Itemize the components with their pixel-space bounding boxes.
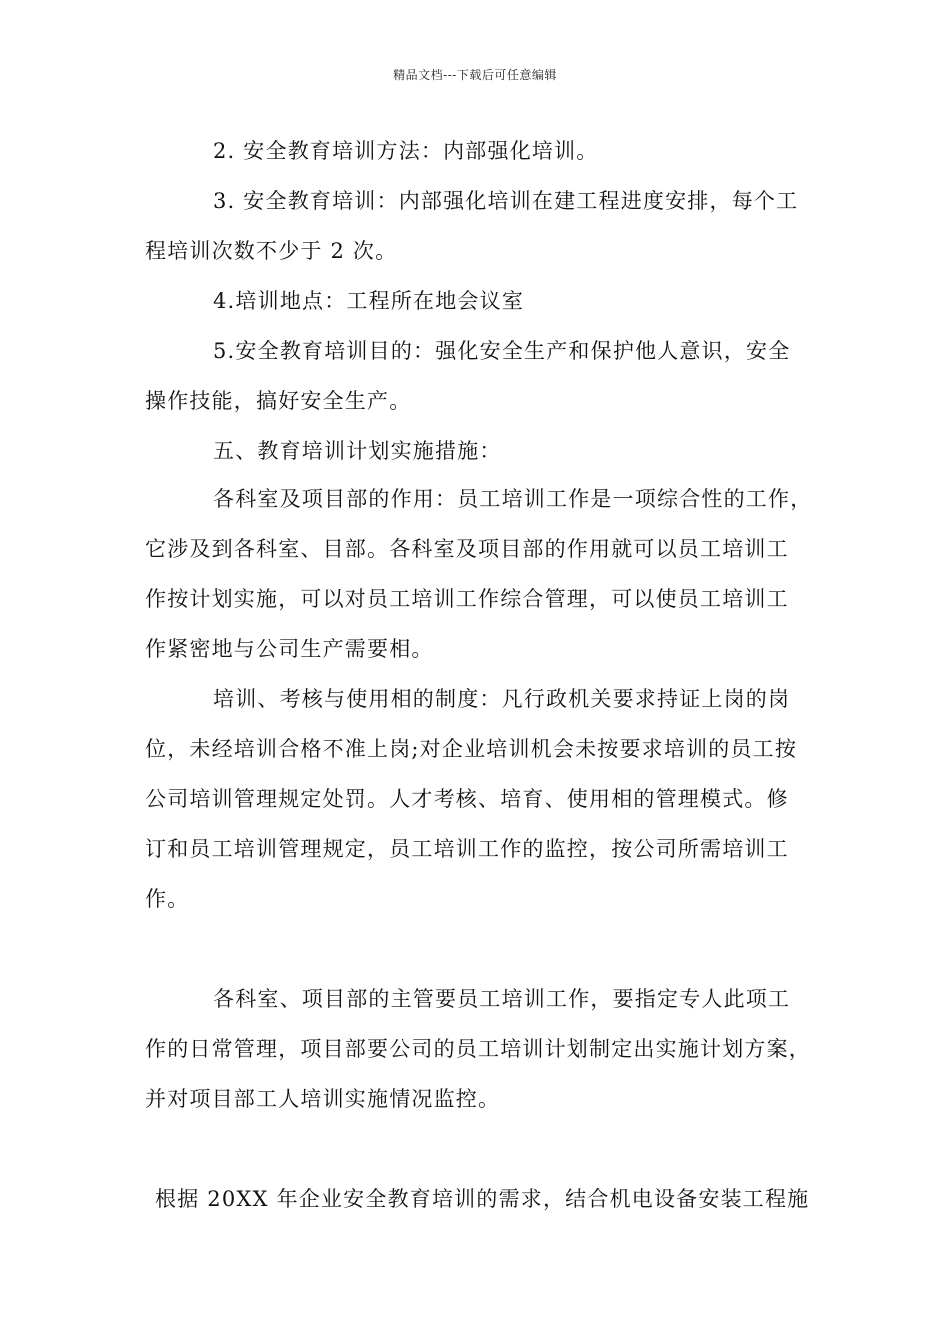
paragraph-line: 4.培训地点：工程所在地会议室 — [213, 289, 525, 313]
paragraph-line: 3. 安全教育培训：内部强化培训在建工程进度安排，每个工 — [213, 189, 799, 213]
paragraph-line: 操作技能，搞好安全生产。 — [145, 389, 412, 413]
paragraph-line: 2. 安全教育培训方法：内部强化培训。 — [213, 139, 599, 163]
paragraph-line: 作的日常管理，项目部要公司的员工培训计划制定出实施计划方案， — [145, 1037, 811, 1061]
section-heading: 五、教育培训计划实施措施： — [213, 439, 502, 463]
paragraph-line: 公司培训管理规定处罚。人才考核、培育、使用相的管理模式。修 — [145, 787, 789, 811]
paragraph-line: 程培训次数不少于 2 次。 — [145, 239, 398, 263]
paragraph-line: 根据 20XX 年企业安全教育培训的需求，结合机电设备安装工程施 — [155, 1187, 810, 1211]
paragraph-line: 它涉及到各科室、目部。各科室及项目部的作用就可以员工培训工 — [145, 537, 789, 561]
paragraph-line: 培训、考核与使用相的制度：凡行政机关要求持证上岗的岗 — [213, 687, 791, 711]
paragraph-line: 作。 — [145, 887, 190, 911]
paragraph-line: 订和员工培训管理规定，员工培训工作的监控，按公司所需培训工 — [145, 837, 789, 861]
paragraph-line: 各科室及项目部的作用：员工培训工作是一项综合性的工作， — [213, 487, 813, 511]
paragraph-line: 并对项目部工人培训实施情况监控。 — [145, 1087, 501, 1111]
paragraph-line: 位，未经培训合格不准上岗;对企业培训机会未按要求培训的员工按 — [145, 737, 798, 761]
paragraph-line: 5.安全教育培训目的：强化安全生产和保护他人意识，安全 — [213, 339, 791, 363]
page-header: 精品文档---下载后可任意编辑 — [393, 68, 557, 82]
paragraph-line: 作紧密地与公司生产需要相。 — [145, 637, 434, 661]
paragraph-line: 作按计划实施，可以对员工培训工作综合管理，可以使员工培训工 — [145, 587, 789, 611]
paragraph-line: 各科室、项目部的主管要员工培训工作，要指定专人此项工 — [213, 987, 791, 1011]
